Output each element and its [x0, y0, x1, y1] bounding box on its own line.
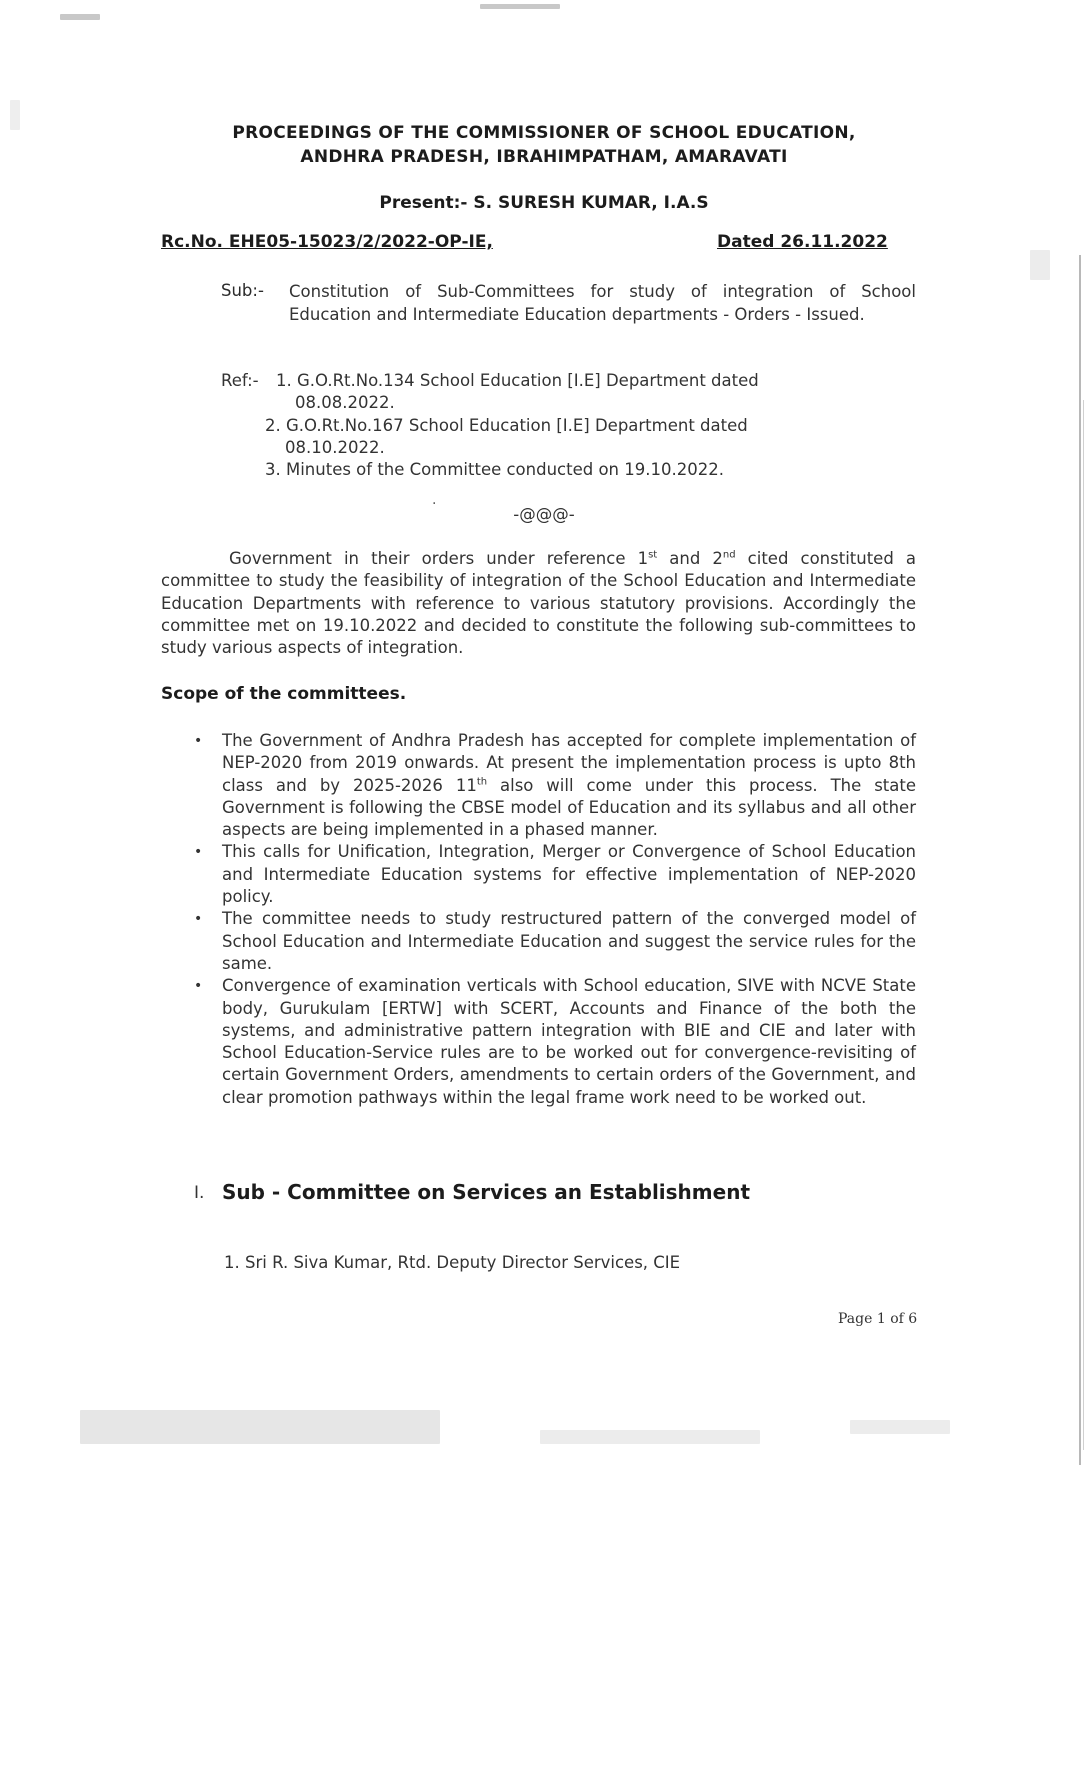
- scan-edge-line: [1079, 255, 1081, 1465]
- scan-noise: [80, 1410, 440, 1444]
- heading-line-1: PROCEEDINGS OF THE COMMISSIONER OF SCHOOL EDUCATION,: [232, 123, 856, 143]
- references-label: Ref:-: [221, 371, 259, 390]
- section-title: Sub - Committee on Services an Establishment: [222, 1180, 750, 1204]
- scope-heading: Scope of the committees.: [161, 684, 407, 704]
- scope-bullet-4: [191, 975, 916, 1109]
- bullet-text: Convergence of examination verticals with School education, SIVE with NCVE State body, Gurukulam [ERTW] with SCERT, Accounts and Finance of the both the systems, and administrative pattern integration with BIE and CIE and later with School Education-Service rules are to be worked out for convergence-revisiting of certain Government Orders, amendments to certain orders of the Government, and clear promotion pathways within the legal frame work need to be worked out.: [222, 976, 916, 1107]
- reference-number: Rc.No. EHE05-15023/2/2022-OP-IE,: [161, 232, 493, 252]
- bullet-icon: •: [194, 978, 203, 995]
- bullet-sup: th: [476, 776, 488, 788]
- reference-2-line1: 2. G.O.Rt.No.167 School Education [I.E] Department dated: [265, 416, 748, 435]
- bullet-icon: •: [194, 844, 203, 861]
- separator-mark: -@@@-: [513, 505, 575, 524]
- reference-2-line2: 08.10.2022.: [285, 438, 385, 457]
- bullet-icon: •: [194, 911, 203, 928]
- intro-text-c: cited constituted a committee to study the feasibility of integration of the School Education and Intermediate Education Departments with reference to various statutory provisions. Accordingly the committee met on 19.10.2022 and decided to constitute the following sub-committees to study various aspects of integration.: [161, 549, 916, 658]
- present-line: Present:- S. SURESH KUMAR, I.A.S: [379, 193, 709, 213]
- page-number: Page 1 of 6: [838, 1311, 918, 1327]
- committee-member-1: 1. Sri R. Siva Kumar, Rtd. Deputy Director Services, CIE: [224, 1253, 681, 1272]
- scan-noise: [540, 1430, 760, 1444]
- scan-noise: [10, 100, 20, 130]
- intro-paragraph: [161, 548, 916, 659]
- intro-sup-2: nd: [722, 549, 736, 561]
- scope-bullet-3: [191, 908, 916, 975]
- reference-1-line1: 1. G.O.Rt.No.134 School Education [I.E] Department dated: [276, 371, 759, 390]
- stray-mark: ·: [432, 496, 437, 512]
- subject-text: [289, 281, 916, 326]
- bullet-text-cont: also will come under this process. The state Government is following the CBSE model of Education and its syllabus and all other aspects are being implemented in a phased manner.: [222, 775, 916, 840]
- intro-text-a: Government in their orders under reference 1: [229, 549, 649, 568]
- bullet-icon: •: [194, 733, 203, 749]
- scan-noise: [1030, 250, 1050, 280]
- subject-label: Sub:-: [221, 281, 264, 300]
- bullet-text: This calls for Unification, Integration, Merger or Convergence of School Education and Intermediate Education systems for effective implementation of NEP-2020 policy.: [222, 842, 916, 907]
- scan-noise: [480, 4, 560, 9]
- bullet-text: The Government of Andhra Pradesh has accepted for complete implementation of NEP-2020 from 2019 onwards. At present the implementation process is upto 8th class and by 2025-2026 11: [222, 731, 916, 795]
- scope-bullet-2: [191, 841, 916, 908]
- heading-line-2: ANDHRA PRADESH, IBRAHIMPATHAM, AMARAVATI: [300, 147, 788, 167]
- reference-1-line2: 08.08.2022.: [295, 393, 395, 412]
- scan-edge-line: [1083, 400, 1084, 1450]
- intro-text-b: and 2: [657, 549, 723, 568]
- subject-body: Constitution of Sub-Committees for study of integration of School Education and Intermediate Education departments - Orders - Issued.: [289, 282, 916, 324]
- scope-bullet-list: [191, 730, 916, 1109]
- section-number: I.: [194, 1183, 205, 1203]
- date-line: Dated 26.11.2022: [717, 232, 888, 252]
- scan-noise: [60, 14, 100, 20]
- bullet-text: The committee needs to study restructured pattern of the converged model of School Education and Intermediate Education and suggest the service rules for the same.: [222, 909, 916, 973]
- scan-noise: [850, 1420, 950, 1434]
- reference-3-line1: 3. Minutes of the Committee conducted on 19.10.2022.: [265, 460, 724, 479]
- intro-sup-1: st: [648, 549, 658, 561]
- scope-bullet-1: [191, 730, 916, 841]
